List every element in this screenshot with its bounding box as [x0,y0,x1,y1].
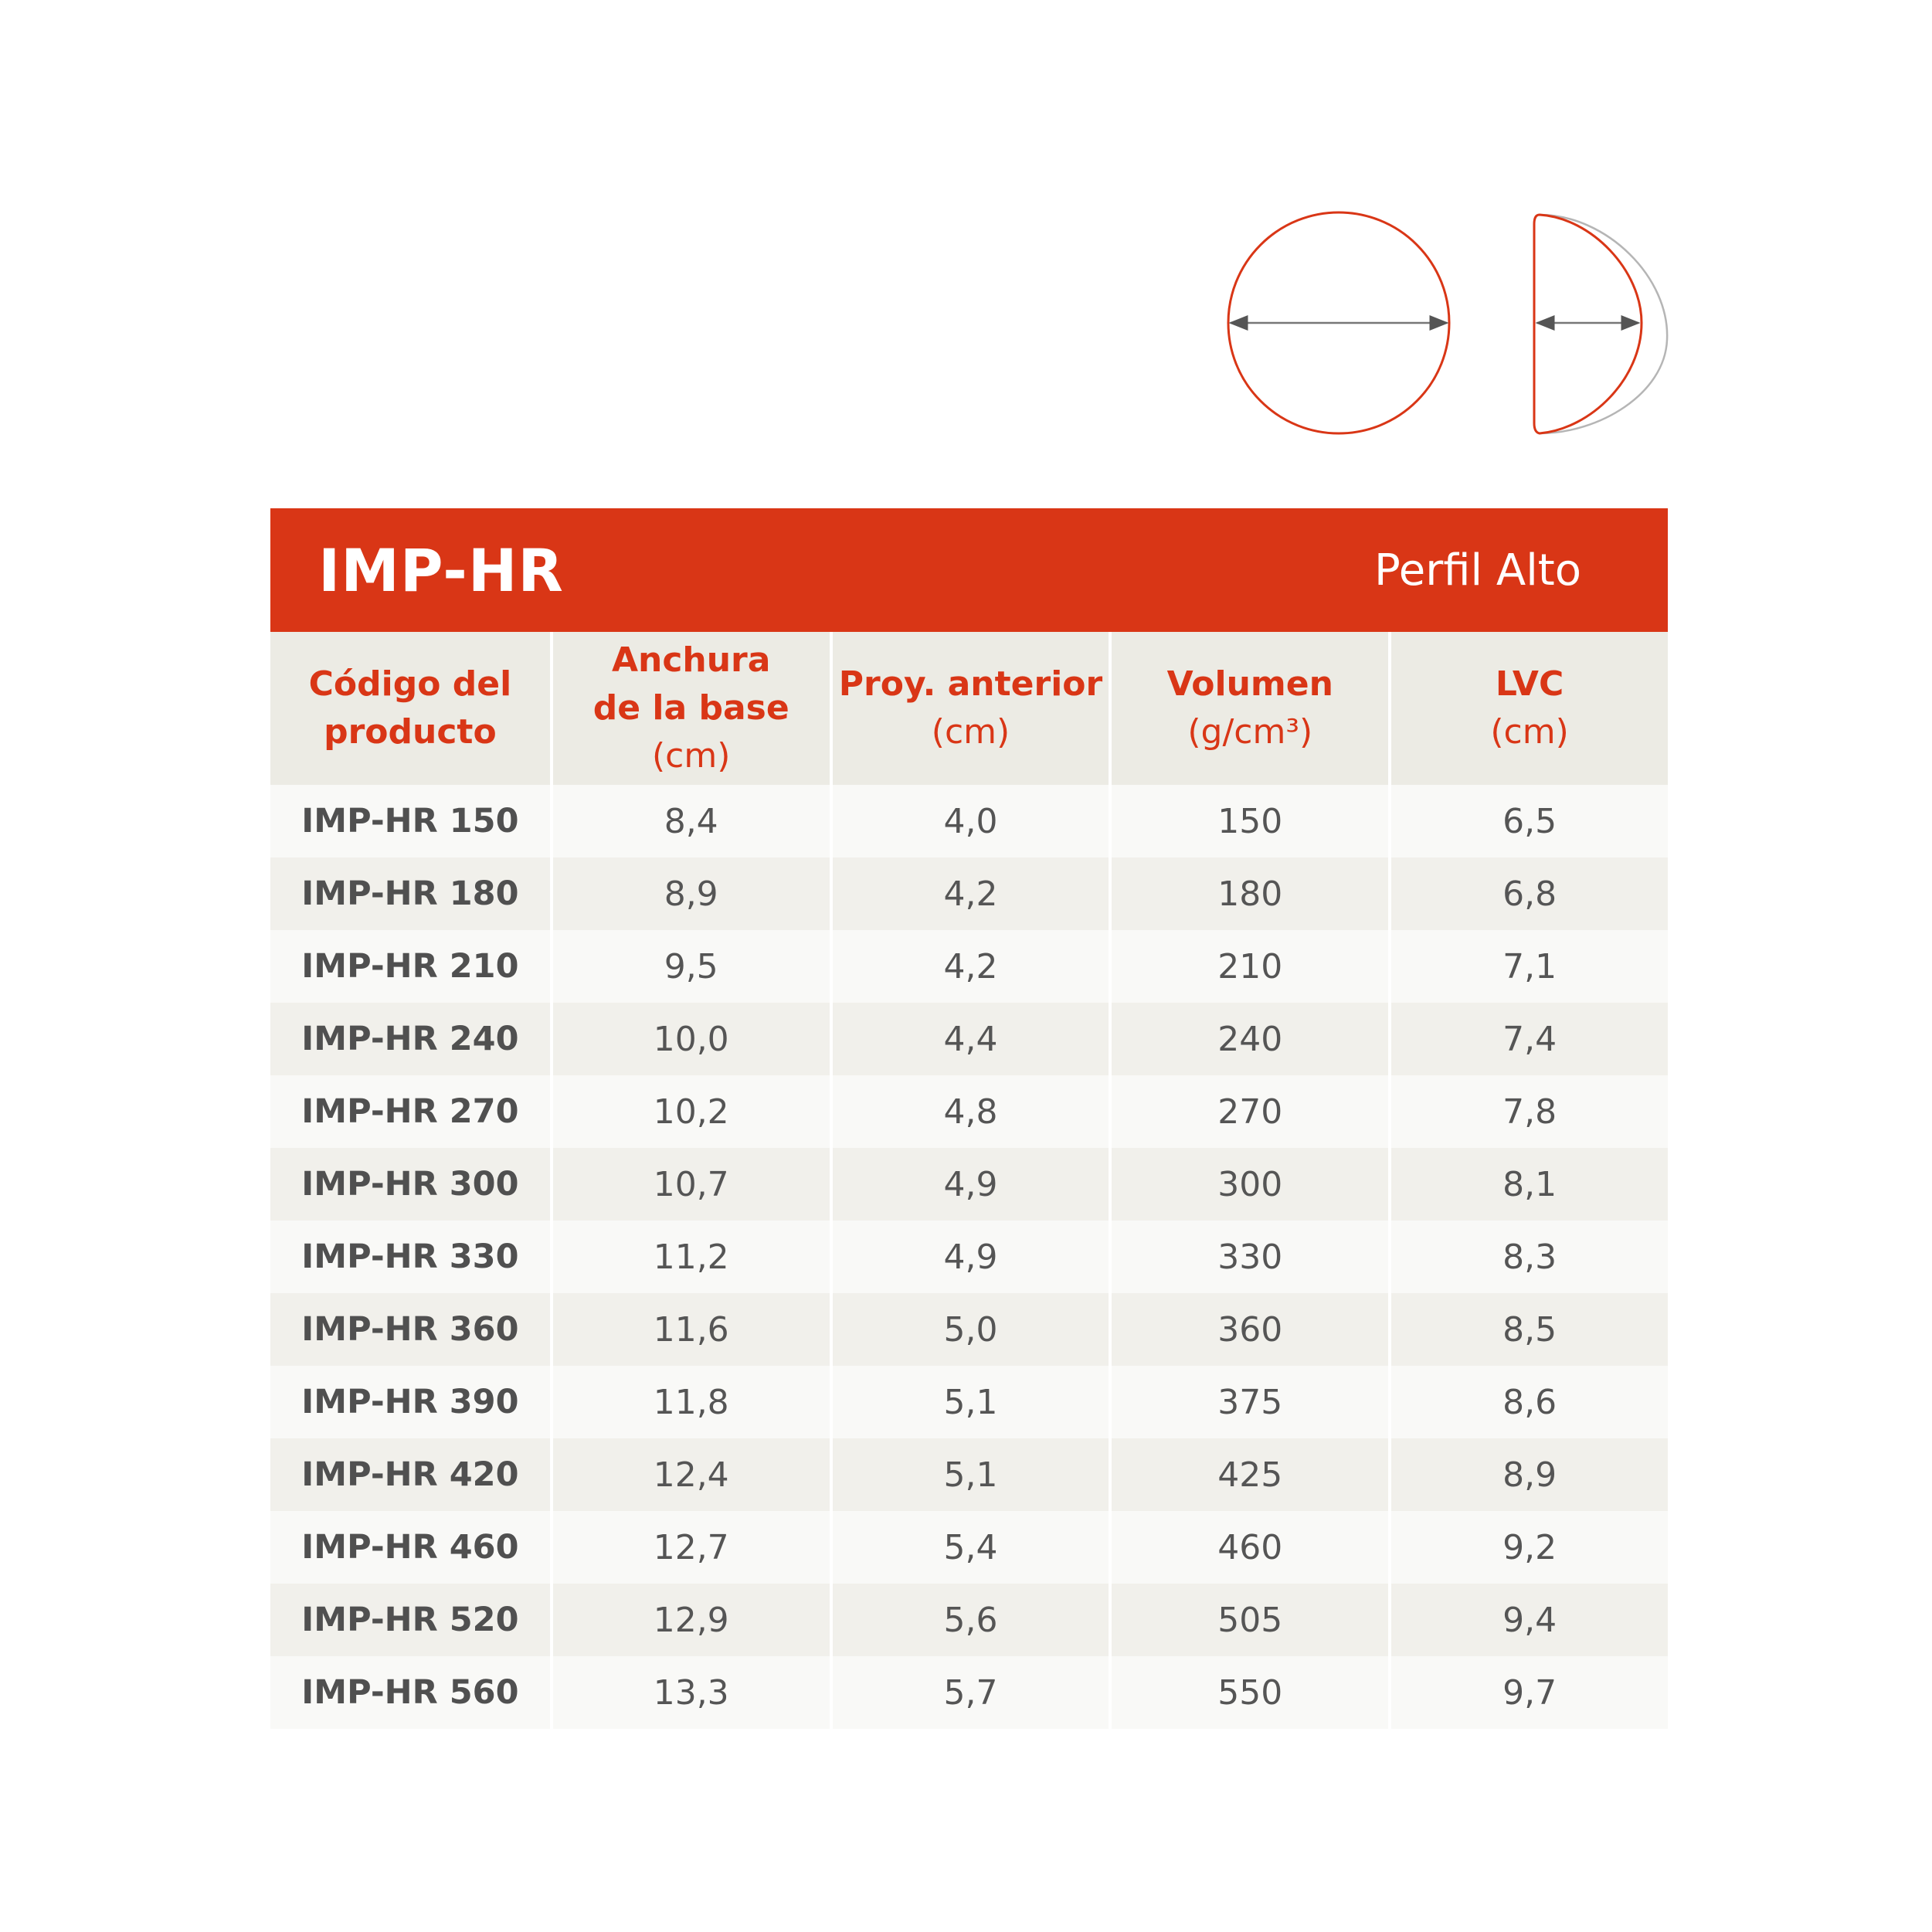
table-title-bar [270,508,1668,632]
lvc-cell: 6,5 [1388,785,1668,857]
lvc-cell: 8,1 [1388,1148,1668,1221]
projection-cell: 4,9 [830,1148,1109,1221]
base-width-cell: 10,2 [550,1075,830,1148]
column-header-projection-line1: Proy. anterior [838,664,1103,704]
column-header-base-width-line2: de la base [593,688,789,728]
lvc-cell: 9,4 [1388,1584,1668,1656]
product-code-cell: IMP-HR 460 [270,1511,550,1584]
header-row [270,632,1668,785]
projection-cell: 4,2 [830,930,1109,1003]
product-code-cell: IMP-HR 520 [270,1584,550,1656]
column-header-code-line1: Código del [308,664,512,704]
projection-cell: 4,9 [830,1221,1109,1293]
volume-cell: 240 [1109,1003,1388,1075]
product-code-cell: IMP-HR 150 [270,785,550,857]
base-width-cell: 11,8 [550,1366,830,1438]
lvc-cell: 7,4 [1388,1003,1668,1075]
column-header-base-width [550,632,830,785]
base-width-cell: 11,2 [550,1221,830,1293]
volume-cell: 150 [1109,785,1388,857]
base-width-cell: 11,6 [550,1293,830,1366]
column-header-base-width-unit: (cm) [652,736,731,776]
table-row [270,1511,1668,1584]
projection-diagram-icon [1534,215,1667,433]
column-header-volume [1109,632,1388,785]
lvc-cell: 7,8 [1388,1075,1668,1148]
product-table [270,632,1668,1729]
product-code-cell: IMP-HR 210 [270,930,550,1003]
column-header-volume-unit: (g/cm³) [1187,712,1313,752]
product-code-cell: IMP-HR 390 [270,1366,550,1438]
column-header-lvc [1388,632,1668,785]
table-row [270,785,1668,857]
column-header-volume-line1: Volumen [1166,664,1333,704]
projection-cell: 4,8 [830,1075,1109,1148]
lvc-cell: 6,8 [1388,857,1668,930]
table-row [270,857,1668,930]
table-row [270,1148,1668,1221]
volume-cell: 425 [1109,1438,1388,1511]
volume-cell: 550 [1109,1656,1388,1729]
base-width-cell: 10,0 [550,1003,830,1075]
base-width-cell: 12,9 [550,1584,830,1656]
volume-cell: 375 [1109,1366,1388,1438]
table-header [270,632,1668,785]
volume-cell: 270 [1109,1075,1388,1148]
table-row [270,1293,1668,1366]
table-row [270,1366,1668,1438]
profile-label: Perfil Alto [1374,545,1581,596]
lvc-cell: 9,2 [1388,1511,1668,1584]
base-width-cell: 13,3 [550,1656,830,1729]
base-width-cell: 9,5 [550,930,830,1003]
column-header-code [270,632,550,785]
column-header-base-width-line1: Anchura [611,640,771,680]
table-title: IMP-HR [318,535,564,605]
base-width-cell: 8,4 [550,785,830,857]
projection-cell: 5,1 [830,1366,1109,1438]
projection-cell: 4,0 [830,785,1109,857]
base-width-cell: 8,9 [550,857,830,930]
table-row [270,1656,1668,1729]
implant-diagrams [0,0,1932,479]
column-header-lvc-line1: LVC [1495,664,1564,704]
product-table-card [270,508,1668,1729]
table-row [270,1003,1668,1075]
volume-cell: 330 [1109,1221,1388,1293]
product-code-cell: IMP-HR 270 [270,1075,550,1148]
lvc-cell: 8,6 [1388,1366,1668,1438]
lvc-cell: 7,1 [1388,930,1668,1003]
product-code-cell: IMP-HR 560 [270,1656,550,1729]
table-row [270,1221,1668,1293]
product-code-cell: IMP-HR 180 [270,857,550,930]
projection-cell: 5,0 [830,1293,1109,1366]
product-code-cell: IMP-HR 420 [270,1438,550,1511]
table-row [270,1438,1668,1511]
product-code-cell: IMP-HR 330 [270,1221,550,1293]
product-code-cell: IMP-HR 300 [270,1148,550,1221]
base-width-cell: 10,7 [550,1148,830,1221]
table-row [270,1075,1668,1148]
lvc-cell: 8,3 [1388,1221,1668,1293]
volume-cell: 210 [1109,930,1388,1003]
product-code-cell: IMP-HR 360 [270,1293,550,1366]
volume-cell: 505 [1109,1584,1388,1656]
table-body [270,785,1668,1729]
projection-cell: 5,6 [830,1584,1109,1656]
projection-cell: 5,1 [830,1438,1109,1511]
column-header-code-line2: producto [324,712,497,752]
column-header-lvc-unit: (cm) [1490,712,1569,752]
projection-cell: 5,7 [830,1656,1109,1729]
base-width-cell: 12,4 [550,1438,830,1511]
volume-cell: 180 [1109,857,1388,930]
column-header-projection-unit: (cm) [931,712,1010,752]
projection-cell: 4,4 [830,1003,1109,1075]
base-width-cell: 12,7 [550,1511,830,1584]
volume-cell: 360 [1109,1293,1388,1366]
product-code-cell: IMP-HR 240 [270,1003,550,1075]
volume-cell: 300 [1109,1148,1388,1221]
projection-cell: 5,4 [830,1511,1109,1584]
table-row [270,930,1668,1003]
projection-cell: 4,2 [830,857,1109,930]
column-header-projection [830,632,1109,785]
table-row [270,1584,1668,1656]
base-width-diagram-icon [1228,212,1449,433]
volume-cell: 460 [1109,1511,1388,1584]
lvc-cell: 8,5 [1388,1293,1668,1366]
lvc-cell: 8,9 [1388,1438,1668,1511]
lvc-cell: 9,7 [1388,1656,1668,1729]
